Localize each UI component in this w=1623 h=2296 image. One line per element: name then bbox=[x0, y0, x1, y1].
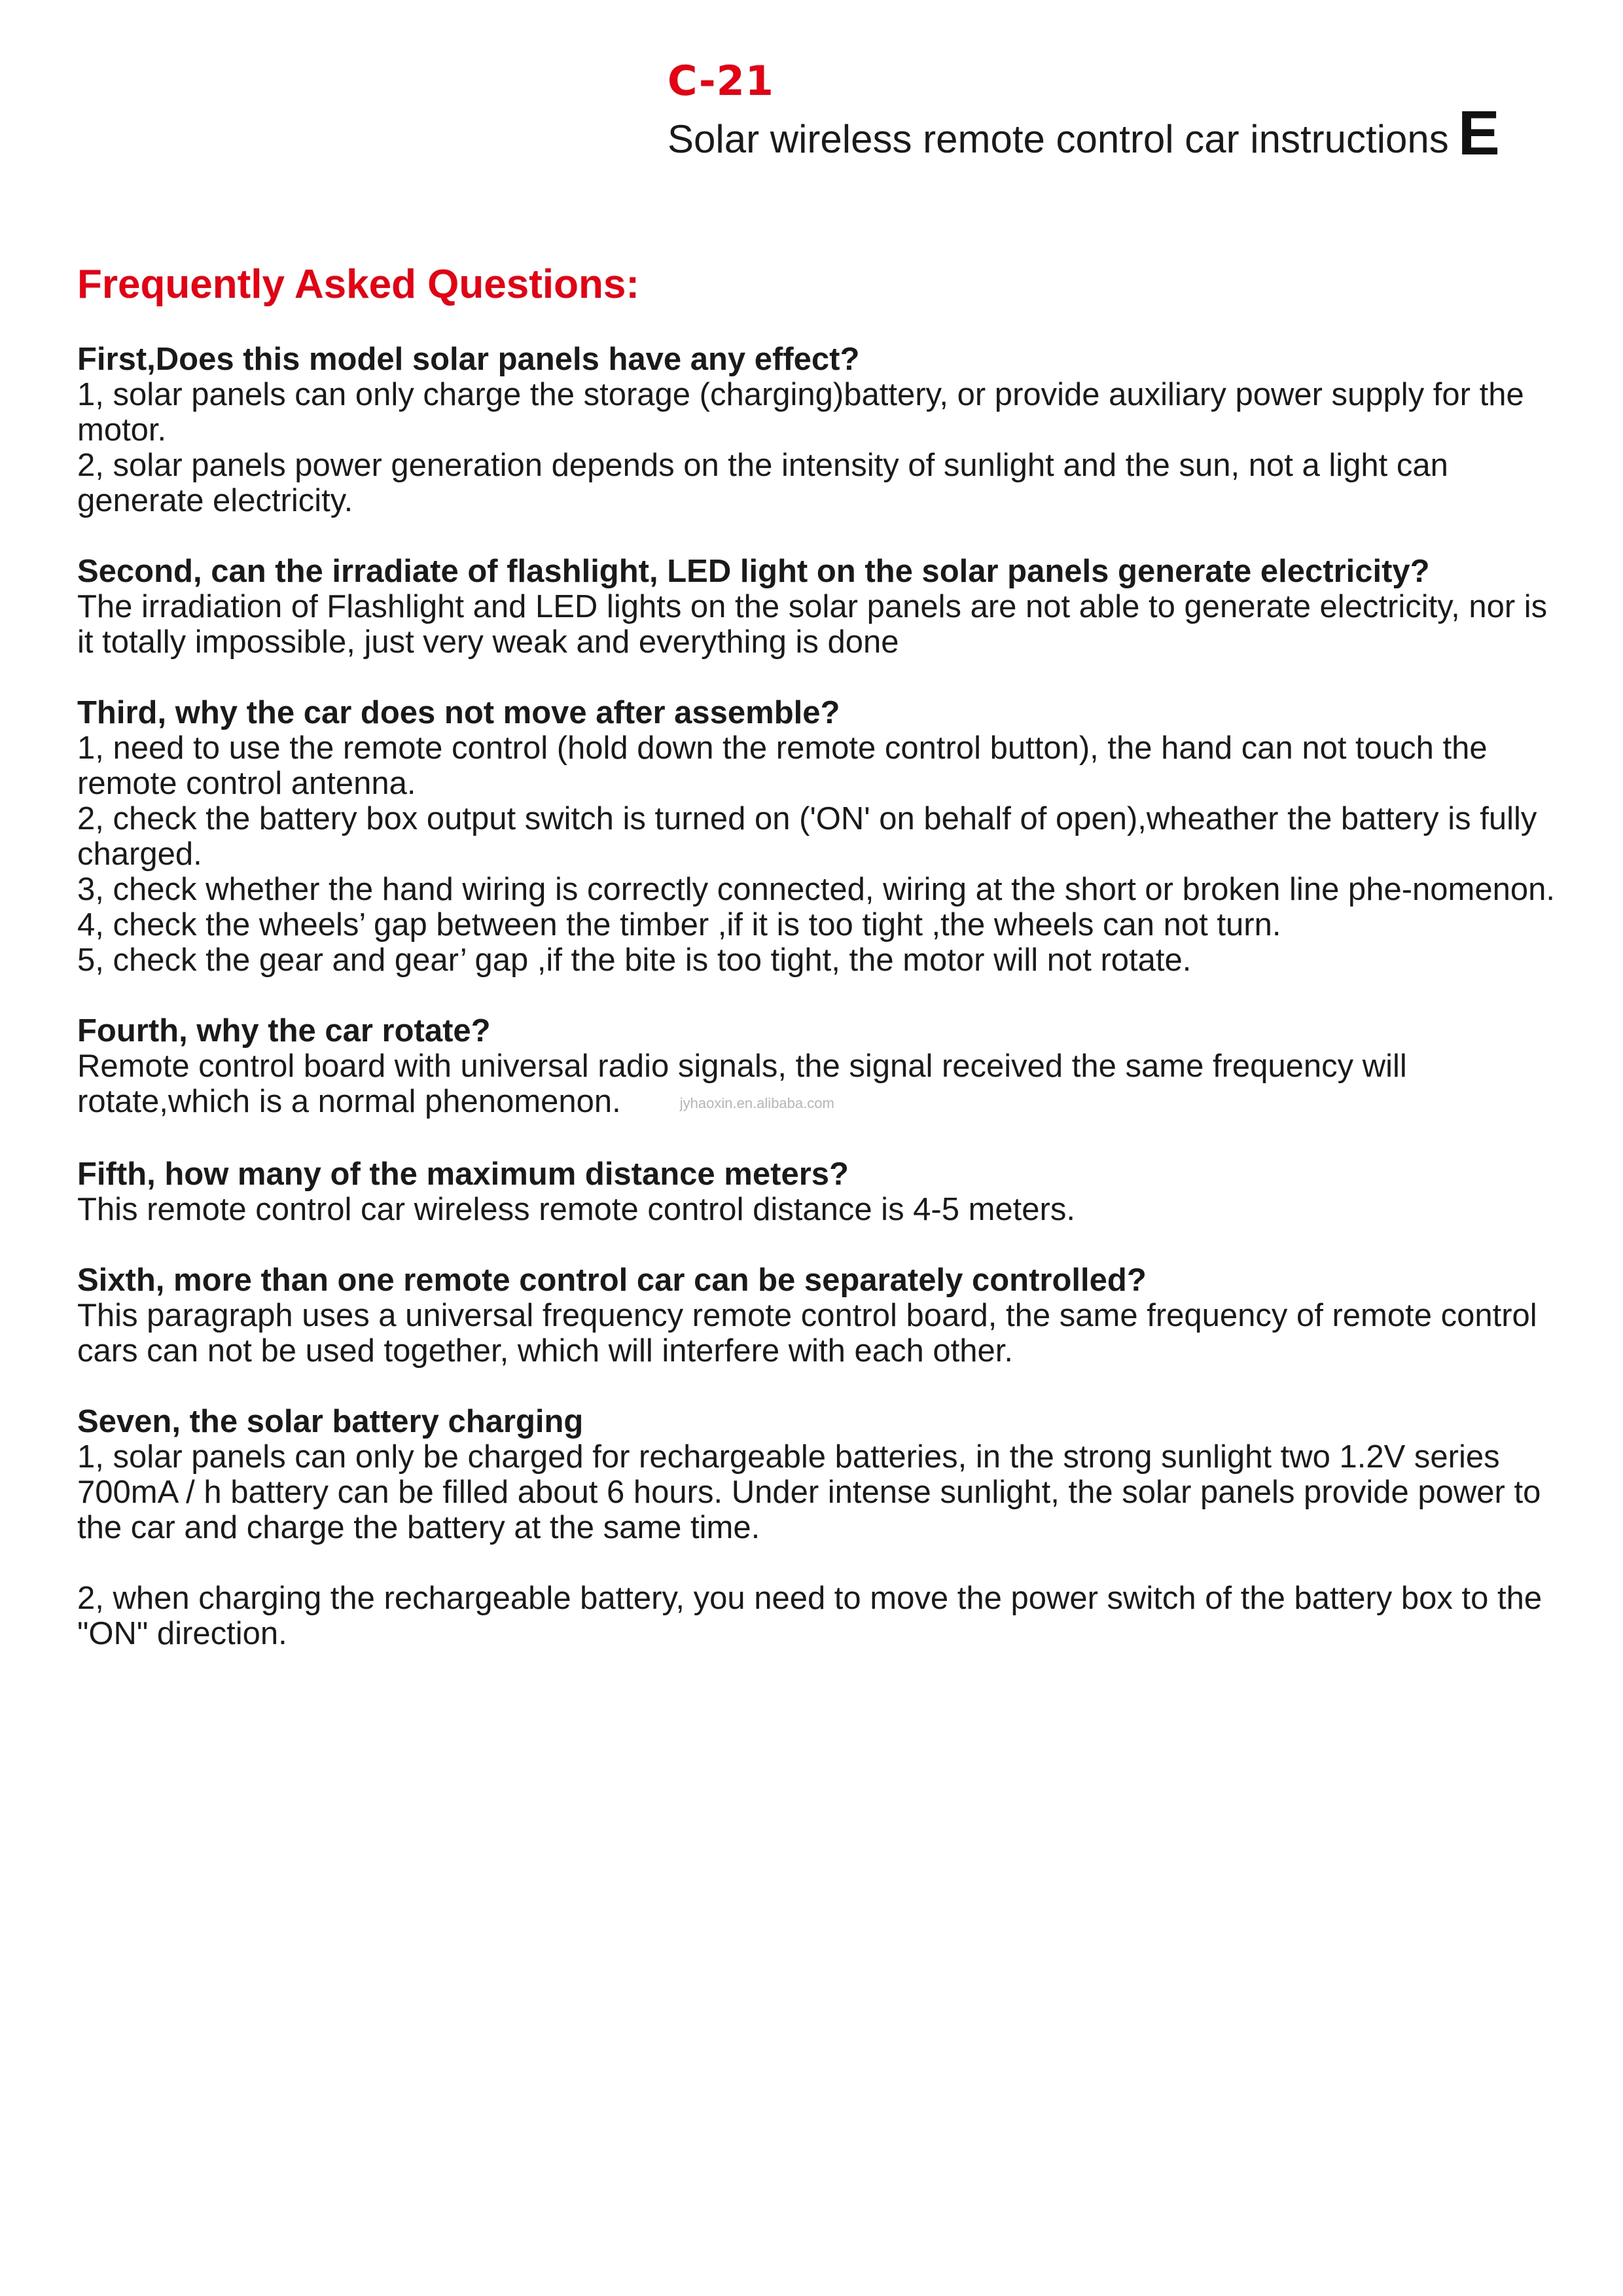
faq-answer: 2, check the battery box output switch is turned on ('ON' on behalf of open),wheather the battery is fully charged. bbox=[77, 801, 1537, 872]
faq-item-second bbox=[77, 554, 1563, 660]
faq-question: Fifth, how many of the maximum distance meters? bbox=[77, 1157, 849, 1193]
language-mark: E bbox=[1457, 98, 1500, 168]
faq-answer: 1, need to use the remote control (hold down the remote control button), the hand can not touch the remote control antenna. bbox=[77, 730, 1488, 801]
watermark: jyhaoxin.en.alibaba.com bbox=[679, 1095, 834, 1112]
faq-heading: Frequently Asked Questions: bbox=[77, 262, 639, 307]
document-title: Solar wireless remote control car instructions bbox=[668, 117, 1449, 161]
faq-answer: 1, solar panels can only charge the storage (charging)battery, or provide auxiliary power supply for the motor. bbox=[77, 377, 1524, 448]
faq-item-seventh bbox=[77, 1404, 1563, 1651]
faq-answer: 3, check whether the hand wiring is correctly connected, wiring at the short or broken line phe-nomenon. bbox=[77, 872, 1555, 907]
model-logo: C-21 bbox=[668, 57, 774, 105]
faq-answer: 5, check the gear and gear’ gap ,if the bite is too tight, the motor will not rotate. bbox=[77, 942, 1192, 978]
faq-answer: 4, check the wheels’ gap between the timber ,if it is too tight ,the wheels can not turn. bbox=[77, 907, 1281, 942]
faq-answer bbox=[77, 1049, 1563, 1121]
faq-item-first bbox=[77, 342, 1563, 518]
faq-answer: The irradiation of Flashlight and LED lights on the solar panels are not able to generate electricity, nor is it totally impossible, just very weak and everything is done bbox=[77, 589, 1548, 660]
faq-answer: 1, solar panels can only be charged for rechargeable batteries, in the strong sunlight two 1.2V series 700mA / h battery can be filled about 6 hours. Under intense sunlight, the solar panels provide power to the car and charge the battery at the same time. bbox=[77, 1439, 1541, 1546]
faq-question: First,Does this model solar panels have any effect? bbox=[77, 342, 860, 377]
faq-question: Third, why the car does not move after assemble? bbox=[77, 695, 840, 730]
faq-item-third bbox=[77, 695, 1563, 978]
title-row bbox=[668, 98, 1584, 168]
faq-item-fourth bbox=[77, 1013, 1563, 1121]
faq-question: Seven, the solar battery charging bbox=[77, 1404, 584, 1440]
faq-question: Fourth, why the car rotate? bbox=[77, 1013, 491, 1049]
faq-answer-text: Remote control board with universal radio signals, the signal received the same frequency will rotate,which is a normal phenomenon. bbox=[77, 1049, 1407, 1119]
faq-answer: This remote control car wireless remote control distance is 4-5 meters. bbox=[77, 1192, 1075, 1228]
faq-answer: 2, solar panels power generation depends on the intensity of sunlight and the sun, not a light can generate electricity. bbox=[77, 448, 1448, 518]
faq-question: Sixth, more than one remote control car can be separately controlled? bbox=[77, 1263, 1147, 1299]
faq-question: Second, can the irradiate of flashlight, LED light on the solar panels generate electricity? bbox=[77, 554, 1430, 589]
faq-item-sixth bbox=[77, 1263, 1563, 1369]
faq-item-fifth bbox=[77, 1157, 1563, 1227]
faq-answer: This paragraph uses a universal frequency remote control board, the same frequency of remote control cars can not be used together, which will interfere with each other. bbox=[77, 1298, 1537, 1369]
document-header bbox=[668, 57, 1584, 168]
faq-section bbox=[77, 257, 1563, 1687]
faq-answer: 2, when charging the rechargeable battery, you need to move the power switch of the battery box to the "ON" direction. bbox=[77, 1581, 1543, 1652]
